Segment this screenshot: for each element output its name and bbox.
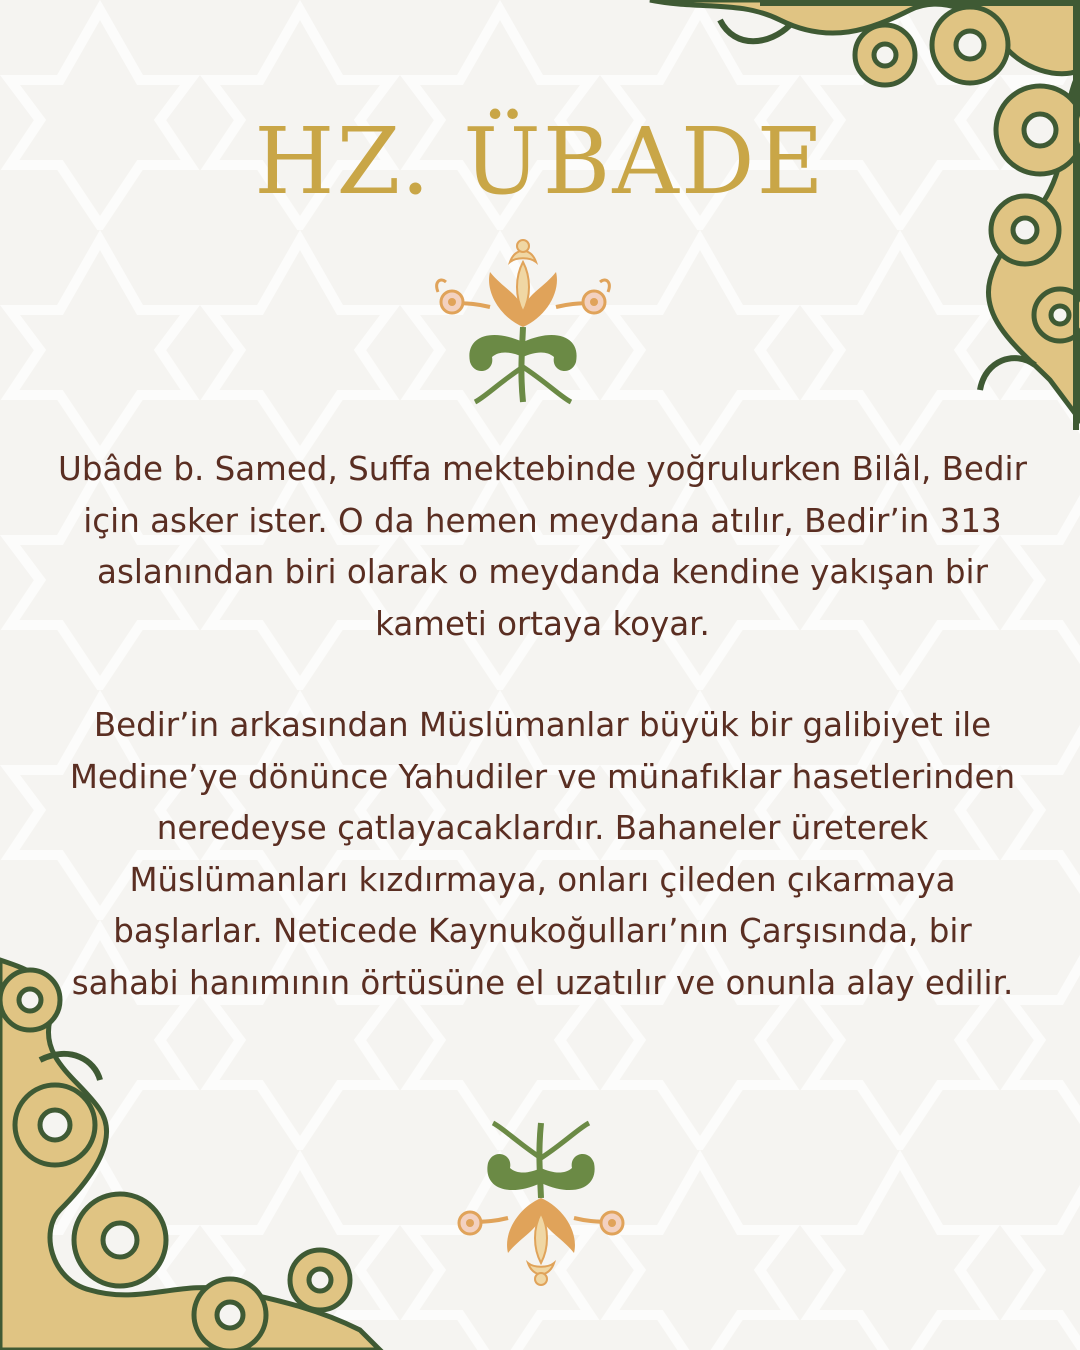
floral-motif-icon [430, 232, 616, 407]
corner-ornament-bottom-left [0, 950, 400, 1350]
floral-motif-icon [448, 1118, 634, 1293]
scroll-ornament-icon [0, 960, 380, 1350]
paragraph-2: Bedir’in arkasından Müslümanlar büyük bir galibiyet ile Medine’ye dönünce Yahudiler ve münafıklar hasetlerinden neredeyse çatlayacaklardır. Bahaneler üreterek Müslümanları kızdırmaya, onları çileden çıkarmaya başlarlar. Neticede Kaynukoğulları’nın Çarşısında, bir sahabi hanımının örtüsüne el uzatılır ve onunla alay edilir. [69, 706, 1016, 1002]
page-title: HZ. ÜBADE [254, 108, 826, 215]
paragraph-1: Ubâde b. Samed, Suffa mektebinde yoğrulurken Bilâl, Bedir için asker ister. O da hemen meydana atılır, Bedir’in 313 aslanından biri olarak o meydanda kendine yakışan bir kameti ortaya koyar. [58, 450, 1027, 643]
corner-ornament-top-right [640, 0, 1080, 430]
